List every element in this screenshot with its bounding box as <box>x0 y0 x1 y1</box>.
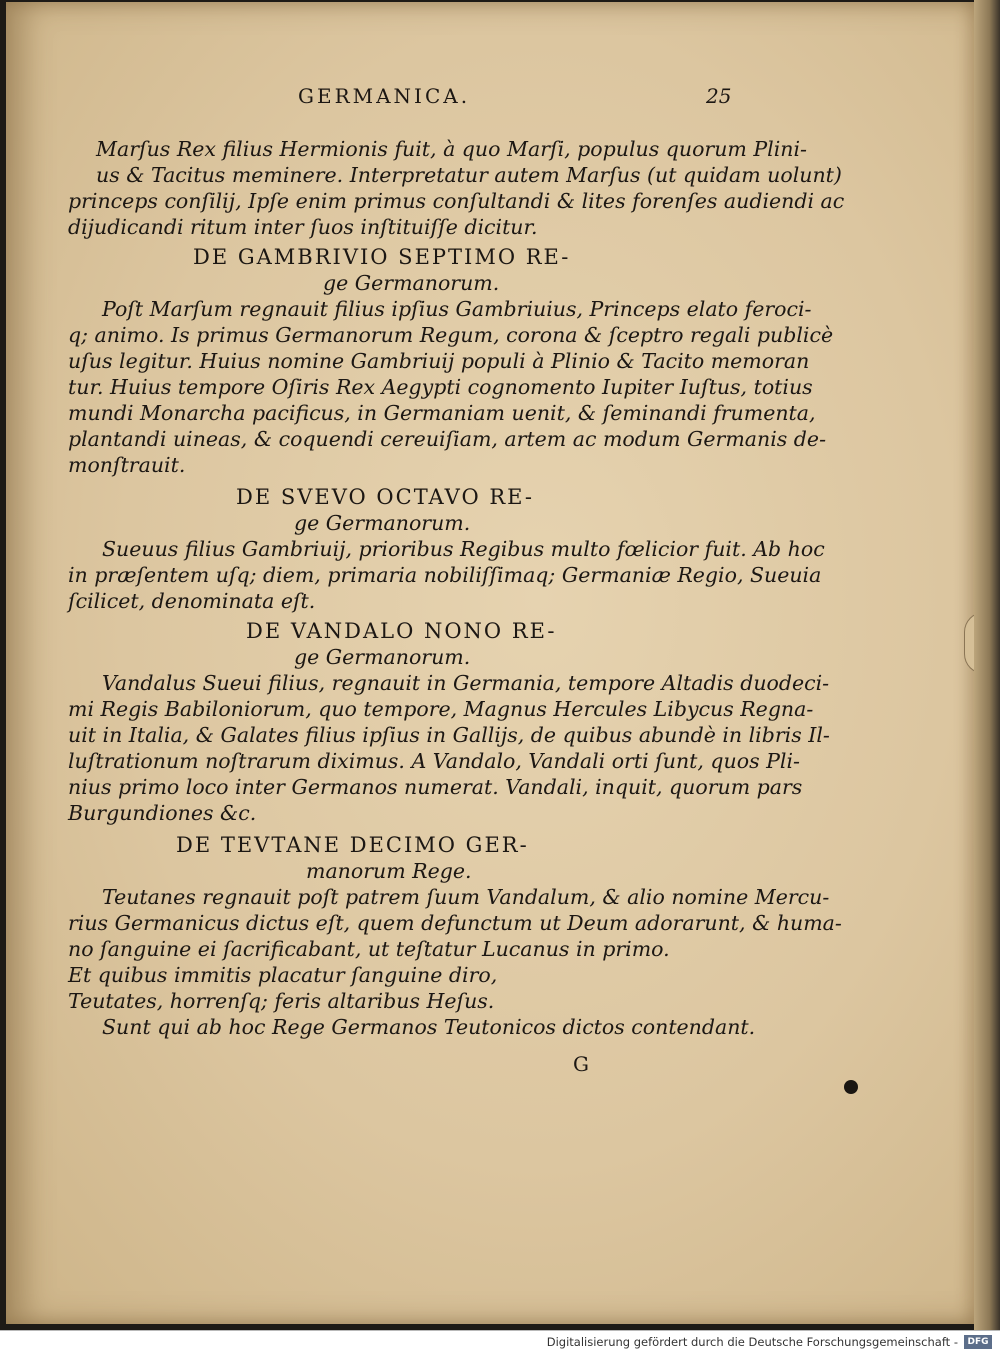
text-line: tur. Huius tempore Oſiris Rex Aegypti cognomento Iupiter Iuſtus, totius <box>68 375 813 399</box>
section-heading: DE TEVTANE DECIMO GER- <box>176 833 529 857</box>
text-line: Sunt qui ab hoc Rege Germanos Teutonicos dictos contendant. <box>102 1015 756 1039</box>
running-head: GERMANICA. <box>298 84 471 108</box>
text-line: Teutanes regnauit poſt patrem ſuum Vandalum, & alio nomine Mercu- <box>102 885 830 909</box>
text-line: Poſt Marſum regnauit filius ipſius Gambriuius, Princeps elato feroci- <box>102 297 812 321</box>
text-line: no ſanguine ei ſacrificabant, ut teſtatur Lucanus in primo. <box>68 937 670 961</box>
book-page <box>6 2 974 1324</box>
footer-bar <box>0 1330 1000 1354</box>
text-line: plantandi uineas, & coquendi cereuiſiam, artem ac modum Germanis de- <box>68 427 826 451</box>
page-number: 25 <box>706 84 732 108</box>
text-line: Sueuus filius Gambriuij, prioribus Regibus multo fœlicior fuit. Ab hoc <box>102 537 825 561</box>
text-line: Marſus Rex filius Hermionis fuit, à quo Marſi, populus quorum Plini- <box>96 137 807 161</box>
verse-line: Teutates, horrenſq; feris altaribus Heſus. <box>68 989 495 1013</box>
text-line: mundi Monarcha pacificus, in Germaniam uenit, & ſeminandi frumenta, <box>68 401 816 425</box>
text-line: uſus legitur. Huius nomine Gambriuij populi à Plinio & Tacito memoran <box>68 349 810 373</box>
text-line: mi Regis Babiloniorum, quo tempore, Magnus Hercules Libycus Regna- <box>68 697 814 721</box>
ink-dot <box>844 1080 858 1094</box>
text-line: luſtrationum noſtrarum diximus. A Vandalo, Vandali orti ſunt, quos Pli- <box>68 749 800 773</box>
text-line: dijudicandi ritum inter ſuos inſtituiſſe dicitur. <box>68 215 538 239</box>
text-line: Burgundiones &c. <box>68 801 257 825</box>
text-line: princeps conſilij, Ipſe enim primus conſultandi & lites forenſes audiendi ac <box>68 189 845 213</box>
funding-credit: Digitalisierung gefördert durch die Deutsche Forschungsgemeinschaft - <box>546 1335 958 1349</box>
section-heading-continued: ge Germanorum. <box>294 645 471 669</box>
section-heading-continued: ge Germanorum. <box>323 271 500 295</box>
text-line: us & Tacitus meminere. Interpretatur autem Marſus (ut quidam uolunt) <box>96 163 842 187</box>
section-heading-continued: manorum Rege. <box>306 859 472 883</box>
text-line: uit in Italia, & Galates filius ipſius in Gallijs, de quibus abundè in libris Il- <box>68 723 830 747</box>
page-edge <box>974 0 1000 1330</box>
dfg-logo: DFG <box>964 1335 992 1349</box>
text-line: rius Germanicus dictus eſt, quem defunctum ut Deum adorarunt, & huma- <box>68 911 842 935</box>
section-heading: DE VANDALO NONO RE- <box>246 619 557 643</box>
text-line: ſcilicet, denominata eſt. <box>68 589 316 613</box>
text-line: nius primo loco inter Germanos numerat. Vandali, inquit, quorum pars <box>68 775 803 799</box>
signature-mark: G <box>573 1052 589 1076</box>
section-heading-continued: ge Germanorum. <box>294 511 471 535</box>
text-line: Vandalus Sueui filius, regnauit in Germania, tempore Altadis duodeci- <box>102 671 830 695</box>
text-line: q; animo. Is primus Germanorum Regum, corona & ſceptro regali publicè <box>68 323 834 347</box>
text-line: monſtrauit. <box>68 453 186 477</box>
verse-line: Et quibus immitis placatur ſanguine diro, <box>68 963 498 987</box>
section-heading: DE GAMBRIVIO SEPTIMO RE- <box>193 245 571 269</box>
section-heading: DE SVEVO OCTAVO RE- <box>236 485 534 509</box>
text-line: in præſentem uſq; diem, primaria nobiliſſimaq; Germaniæ Regio, Sueuia <box>68 563 822 587</box>
